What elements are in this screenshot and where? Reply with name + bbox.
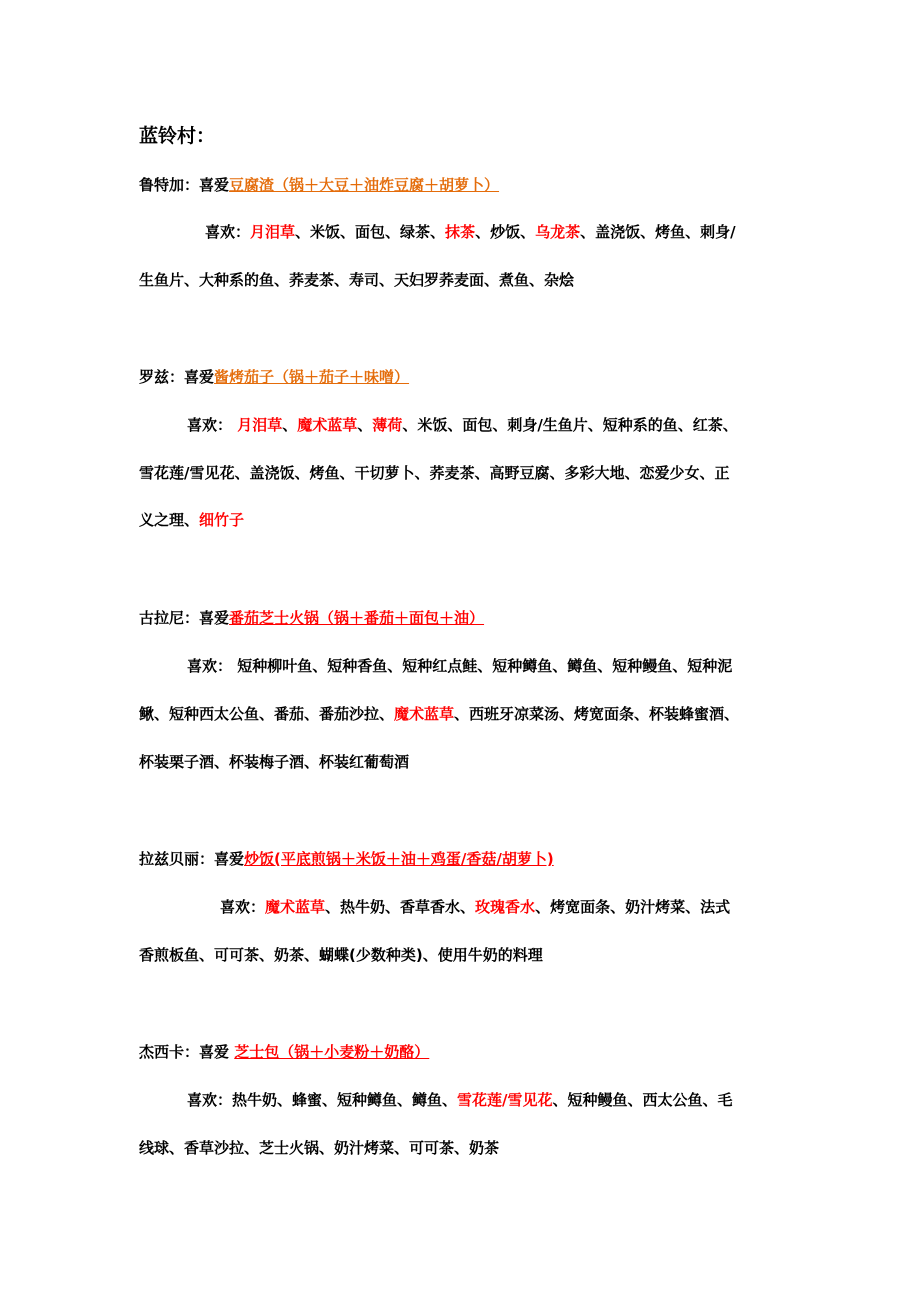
likes-line (187, 1089, 733, 1111)
highlight-item: 月泪草 (250, 223, 296, 241)
likes-text: 、米饭、面包、绿茶、 (295, 223, 446, 241)
village-title: 蓝铃村： (139, 125, 216, 147)
likes-line (139, 269, 574, 291)
likes-text: 、短种鳗鱼、西太公鱼、毛 (552, 1091, 733, 1109)
highlight-item: 月泪草 (237, 416, 283, 434)
likes-text: 、西班牙凉菜汤、烤宽面条、杯装蜂蜜酒、 (454, 705, 740, 723)
likes-text: 喜欢： 短种柳叶鱼、短种香鱼、短种红点鲑、短种鳟鱼、鳟鱼、短种鳗鱼、短种泥 (187, 657, 733, 675)
likes-text: 、炒饭、 (475, 223, 536, 241)
likes-text: 雪花莲/雪见花、盖浇饭、烤鱼、干切萝卜、荞麦茶、高野豆腐、多彩大地、恋爱少女、正 (139, 464, 730, 482)
favorite-dish: 番茄芝士火锅（锅＋番茄＋面包＋油） (229, 609, 485, 627)
likes-text: 喜欢： (187, 416, 238, 434)
highlight-item: 薄荷 (372, 416, 403, 434)
likes-text: 生鱼片、大种系的鱼、荞麦茶、寿司、天妇罗荞麦面、煮鱼、杂烩 (139, 271, 575, 289)
highlight-item: 雪花莲/雪见花 (457, 1091, 553, 1109)
likes-line (139, 1137, 499, 1159)
villager-name: 罗兹 (139, 368, 170, 386)
likes-text: 、热牛奶、香草香水、 (325, 898, 476, 916)
likes-text: 杯装栗子酒、杯装梅子酒、杯装红葡萄酒 (139, 753, 410, 771)
likes-text: 喜欢： (205, 223, 251, 241)
likes-text: 、盖浇饭、烤鱼、刺身/ (580, 223, 736, 241)
highlight-item: 细竹子 (199, 511, 245, 529)
likes-text: 线球、香草沙拉、芝士火锅、奶汁烤菜、可可茶、奶茶 (139, 1139, 500, 1157)
likes-text: 喜欢： (220, 898, 266, 916)
likes-line (139, 703, 739, 725)
villager-name: 杰西卡 (139, 1043, 185, 1061)
villager-name: 古拉尼 (139, 609, 185, 627)
favorite-dish: 炒饭(平底煎锅＋米饭＋油＋鸡蛋/香菇/胡萝卜) (244, 850, 554, 868)
likes-text: 、烤宽面条、奶汁烤菜、法式 (535, 898, 731, 916)
likes-text: 、 (282, 416, 298, 434)
likes-text: 、米饭、面包、刺身/生鱼片、短种系的鱼、红茶、 (402, 416, 738, 434)
highlight-item: 乌龙茶 (535, 223, 581, 241)
likes-line (139, 462, 729, 484)
likes-line (187, 414, 738, 436)
likes-text: 喜欢：热牛奶、蜂蜜、短种鳟鱼、鳟鱼、 (187, 1091, 458, 1109)
likes-line (139, 751, 409, 773)
villager-loves-line (139, 848, 554, 870)
villager-loves-line (139, 366, 409, 388)
likes-text: 香煎板鱼、可可茶、奶茶、蝴蝶(少数种类)、使用牛奶的料理 (139, 946, 543, 964)
likes-line (139, 944, 543, 966)
likes-line (205, 221, 736, 243)
loves-prefix: ：喜爱 (184, 176, 230, 194)
villager-name: 鲁特加 (139, 176, 185, 194)
loves-prefix: ：喜爱 (184, 609, 230, 627)
highlight-item: 魔术蓝草 (297, 416, 358, 434)
highlight-item: 抹茶 (445, 223, 476, 241)
likes-line (220, 896, 730, 918)
likes-line (139, 509, 244, 531)
villager-name: 拉兹贝丽 (139, 850, 200, 868)
highlight-item: 魔术蓝草 (394, 705, 455, 723)
villager-loves-line (139, 174, 499, 196)
likes-text: 、 (357, 416, 373, 434)
highlight-item: 玫瑰香水 (475, 898, 536, 916)
loves-prefix: ：喜爱 (199, 850, 245, 868)
likes-text: 鳅、短种西太公鱼、番茄、番茄沙拉、 (139, 705, 395, 723)
loves-prefix: ：喜爱 (184, 1043, 235, 1061)
villager-loves-line (139, 1041, 429, 1063)
favorite-dish: 酱烤茄子（锅＋茄子＋味噌） (214, 368, 410, 386)
favorite-dish: 芝士包（锅＋小麦粉＋奶酪） (234, 1043, 430, 1061)
likes-line (187, 655, 732, 677)
favorite-dish: 豆腐渣（锅＋大豆＋油炸豆腐＋胡萝卜） (229, 176, 500, 194)
highlight-item: 魔术蓝草 (265, 898, 326, 916)
loves-prefix: ：喜爱 (169, 368, 215, 386)
likes-text: 义之理、 (139, 511, 200, 529)
villager-loves-line (139, 607, 484, 629)
